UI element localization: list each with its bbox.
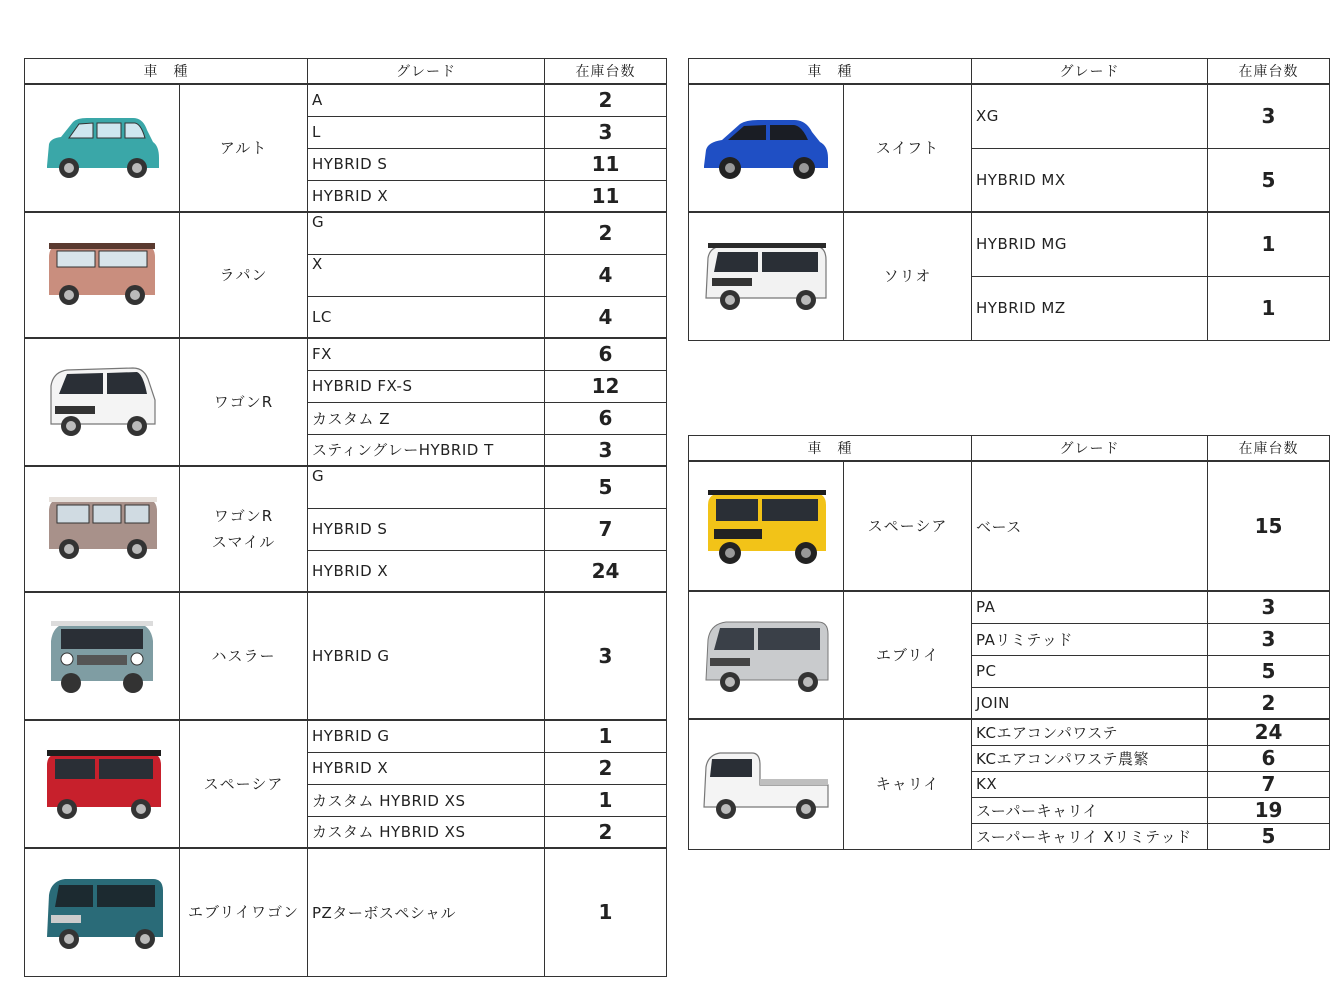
car-icon (696, 610, 836, 700)
header-stock: 在庫台数 (545, 59, 667, 85)
car-icon (37, 611, 167, 701)
grade-cell: HYBRID MZ (972, 276, 1208, 340)
stock-count: 1 (1208, 212, 1330, 276)
car-icon (37, 489, 167, 569)
stock-count: 7 (1208, 771, 1330, 797)
header-grade: グレード (972, 59, 1208, 85)
model-wagonr: ワゴンR (180, 338, 308, 466)
model-spacia-base: スペーシア (844, 461, 972, 591)
model-lapin: ラパン (180, 212, 308, 338)
stock-count: 15 (1208, 461, 1330, 591)
stock-count: 5 (1208, 655, 1330, 687)
car-image-spacia-base (689, 461, 844, 591)
stock-count: 2 (545, 816, 667, 848)
grade-cell: A (308, 84, 545, 116)
stock-count: 6 (1208, 745, 1330, 771)
grade-cell: HYBRID X (308, 180, 545, 212)
stock-count: 5 (1208, 823, 1330, 849)
header-model: 車 種 (689, 59, 972, 85)
car-image-every-wagon (25, 848, 180, 976)
stock-count: 2 (1208, 687, 1330, 719)
grade-cell: スーパーキャリイ (972, 797, 1208, 823)
grade-cell: X (308, 254, 545, 296)
grade-cell: HYBRID G (308, 592, 545, 720)
grade-cell: HYBRID MG (972, 212, 1208, 276)
grade-cell: カスタム HYBRID XS (308, 784, 545, 816)
stock-count: 3 (1208, 591, 1330, 623)
car-image-carry (689, 719, 844, 849)
car-image-wagonr (25, 338, 180, 466)
grade-cell: PC (972, 655, 1208, 687)
stock-count: 11 (545, 148, 667, 180)
car-image-alto (25, 84, 180, 212)
stock-count: 1 (545, 720, 667, 752)
grade-cell: スティングレーHYBRID T (308, 434, 545, 466)
grade-cell: カスタム HYBRID XS (308, 816, 545, 848)
grade-cell: G (308, 466, 545, 508)
model-spacia: スペーシア (180, 720, 308, 848)
header-model: 車 種 (689, 436, 972, 462)
grade-cell: LC (308, 296, 545, 338)
stock-count: 4 (545, 254, 667, 296)
car-image-lapin (25, 212, 180, 338)
car-icon (37, 741, 167, 827)
header-stock: 在庫台数 (1208, 59, 1330, 85)
stock-count: 6 (545, 402, 667, 434)
grade-cell: PA (972, 591, 1208, 623)
stock-count: 19 (1208, 797, 1330, 823)
grade-cell: ベース (972, 461, 1208, 591)
grade-cell: KCエアコンパワステ (972, 719, 1208, 745)
car-image-spacia (25, 720, 180, 848)
stock-count: 1 (545, 784, 667, 816)
stock-count: 3 (1208, 84, 1330, 148)
car-image-hustler (25, 592, 180, 720)
stock-count: 7 (545, 508, 667, 550)
car-image-solio (689, 212, 844, 340)
stock-count: 1 (545, 848, 667, 976)
stock-count: 2 (545, 84, 667, 116)
car-icon (37, 108, 167, 188)
header-grade: グレード (972, 436, 1208, 462)
car-icon (37, 360, 167, 444)
grade-cell: カスタム Z (308, 402, 545, 434)
grade-cell: JOIN (972, 687, 1208, 719)
header-stock: 在庫台数 (1208, 436, 1330, 462)
car-icon (37, 235, 167, 315)
stock-count: 3 (545, 434, 667, 466)
model-every: エブリイ (844, 591, 972, 719)
grade-cell: HYBRID X (308, 752, 545, 784)
grade-cell: スーパーキャリイ Xリミテッド (972, 823, 1208, 849)
car-icon (696, 739, 836, 829)
grade-cell: HYBRID MX (972, 148, 1208, 212)
grade-cell: HYBRID G (308, 720, 545, 752)
stock-count: 4 (545, 296, 667, 338)
stock-count: 1 (1208, 276, 1330, 340)
stock-count: 24 (545, 550, 667, 592)
header-model: 車 種 (25, 59, 308, 85)
inventory-table-right-top (688, 58, 1330, 341)
car-image-wagonr-smile (25, 466, 180, 592)
stock-count: 2 (545, 212, 667, 254)
stock-count: 24 (1208, 719, 1330, 745)
car-icon (696, 481, 836, 571)
stock-count: 5 (545, 466, 667, 508)
stock-count: 3 (1208, 623, 1330, 655)
grade-cell: G (308, 212, 545, 254)
stock-count: 11 (545, 180, 667, 212)
stock-count: 12 (545, 370, 667, 402)
grade-cell: L (308, 116, 545, 148)
header-grade: グレード (308, 59, 545, 85)
grade-cell: HYBRID S (308, 508, 545, 550)
stock-count: 3 (545, 592, 667, 720)
grade-cell: FX (308, 338, 545, 370)
inventory-table-right-bottom (688, 435, 1330, 850)
model-wagonr-smile: ワゴンR スマイル (180, 466, 308, 592)
car-image-every (689, 591, 844, 719)
model-hustler: ハスラー (180, 592, 308, 720)
model-swift: スイフト (844, 84, 972, 212)
grade-cell: KCエアコンパワステ農繁 (972, 745, 1208, 771)
stock-count: 5 (1208, 148, 1330, 212)
grade-cell: HYBRID FX-S (308, 370, 545, 402)
car-icon (37, 867, 167, 957)
stock-count: 2 (545, 752, 667, 784)
grade-cell: KX (972, 771, 1208, 797)
model-carry: キャリイ (844, 719, 972, 849)
stock-count: 6 (545, 338, 667, 370)
inventory-table-left (24, 58, 667, 977)
grade-cell: HYBRID X (308, 550, 545, 592)
car-icon (696, 108, 836, 188)
model-every-wagon: エブリイワゴン (180, 848, 308, 976)
grade-cell: HYBRID S (308, 148, 545, 180)
grade-cell: XG (972, 84, 1208, 148)
car-image-swift (689, 84, 844, 212)
model-solio: ソリオ (844, 212, 972, 340)
car-icon (696, 234, 836, 318)
grade-cell: PAリミテッド (972, 623, 1208, 655)
stock-count: 3 (545, 116, 667, 148)
model-alto: アルト (180, 84, 308, 212)
grade-cell: PZターボスペシャル (308, 848, 545, 976)
